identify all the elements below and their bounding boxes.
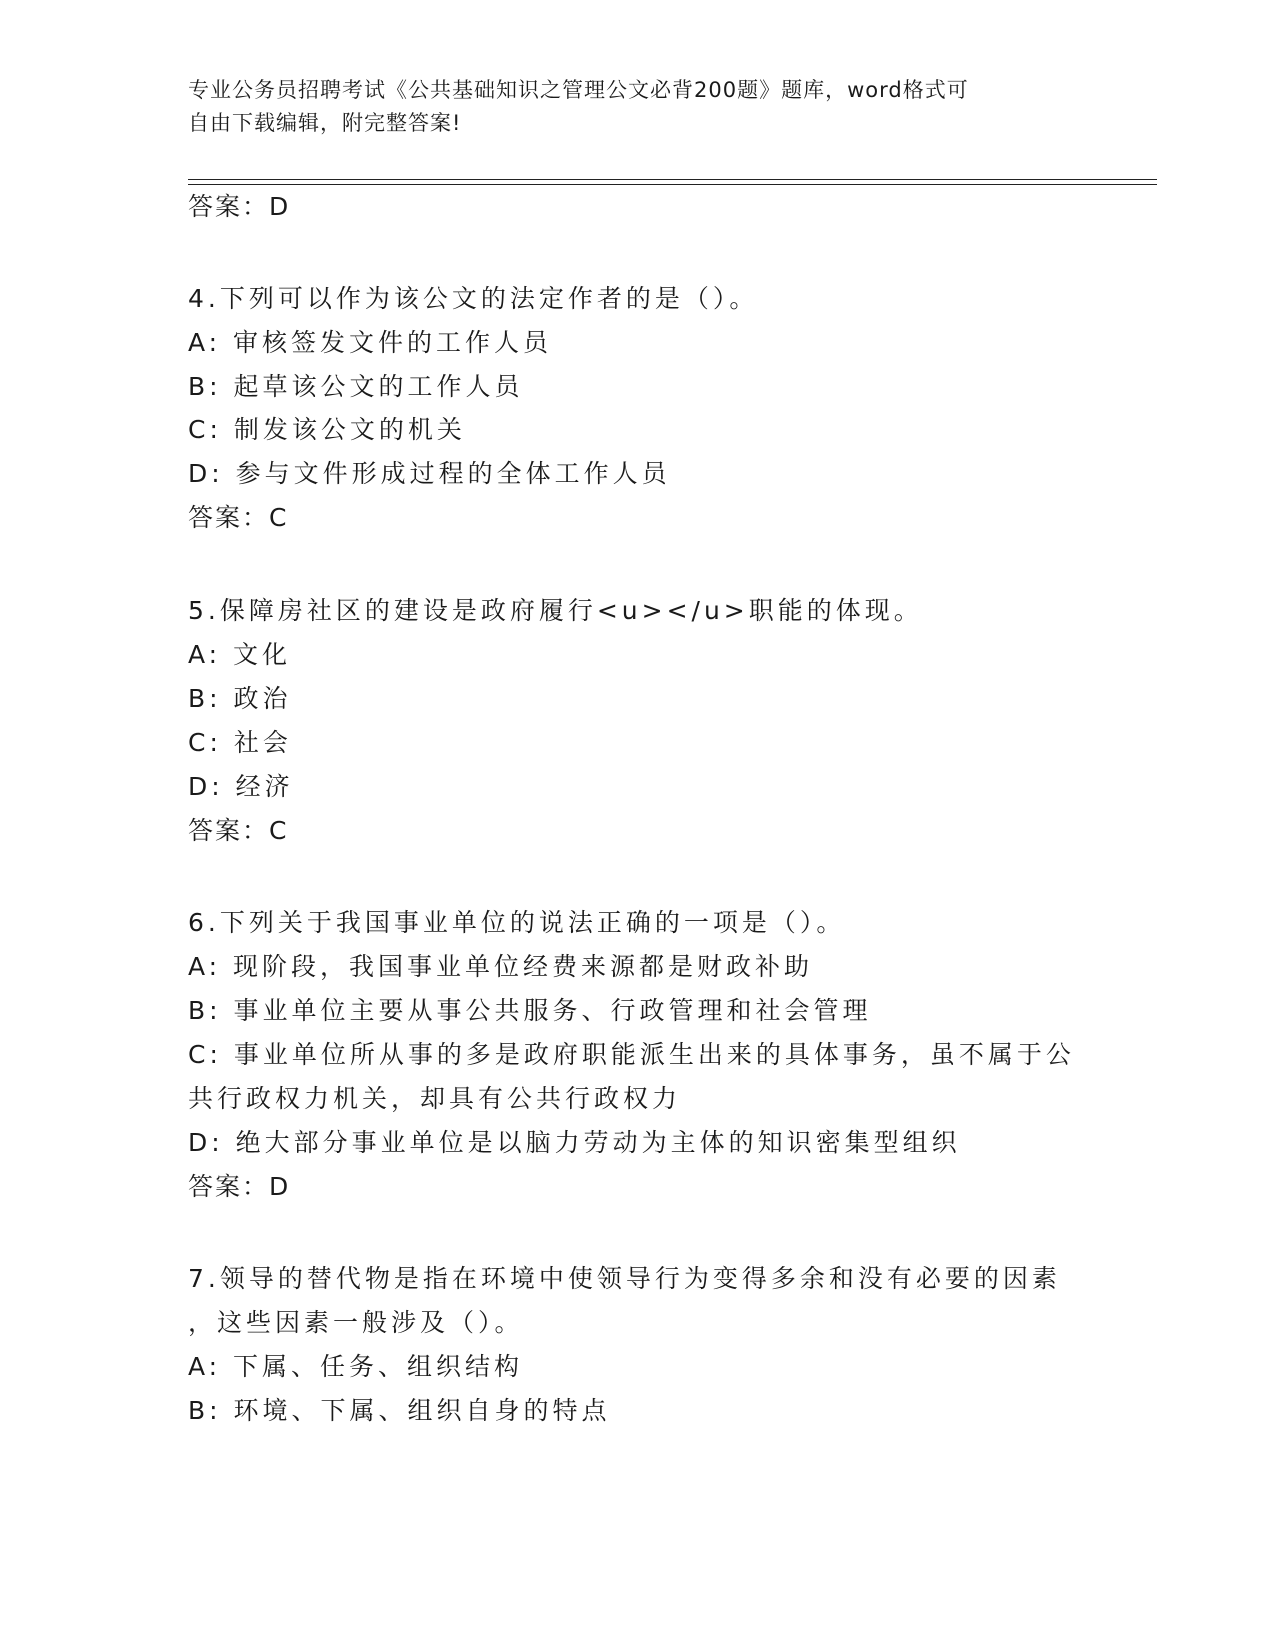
question-4-answer: 答案：C bbox=[188, 503, 289, 532]
question-4-option-d: D: 参与文件形成过程的全体工作人员 bbox=[188, 459, 671, 488]
question-6-option-c-continued: 共行政权力机关，却具有公共行政权力 bbox=[188, 1084, 682, 1113]
question-4-stem: 4.下列可以作为该公文的法定作者的是（）。 bbox=[188, 284, 759, 313]
question-4-option-b: B: 起草该公文的工作人员 bbox=[188, 372, 524, 401]
previous-answer: 答案：D bbox=[188, 192, 291, 221]
question-6-stem: 6.下列关于我国事业单位的说法正确的一项是（）。 bbox=[188, 908, 846, 937]
question-6-option-d: D: 绝大部分事业单位是以脑力劳动为主体的知识密集型组织 bbox=[188, 1128, 961, 1157]
document-header bbox=[188, 74, 1088, 140]
question-5-stem: 5.保障房社区的建设是政府履行<u></u>职能的体现。 bbox=[188, 596, 923, 625]
question-5-option-b: B: 政治 bbox=[188, 684, 292, 713]
question-4-option-a: A: 审核签发文件的工作人员 bbox=[188, 328, 553, 357]
question-5-answer: 答案：C bbox=[188, 816, 289, 845]
question-5-option-c: C: 社会 bbox=[188, 728, 292, 757]
question-6-option-b: B: 事业单位主要从事公共服务、行政管理和社会管理 bbox=[188, 996, 872, 1025]
header-line-2: 自由下载编辑，附完整答案! bbox=[188, 111, 462, 135]
question-7-option-a: A: 下属、任务、组织结构 bbox=[188, 1352, 524, 1381]
question-7-option-b: B: 环境、下属、组织自身的特点 bbox=[188, 1396, 611, 1425]
header-line-1: 专业公务员招聘考试《公共基础知识之管理公文必背200题》题库，word格式可 bbox=[188, 78, 969, 102]
header-divider-top bbox=[188, 179, 1157, 180]
question-5-option-a: A: 文化 bbox=[188, 640, 292, 669]
header-divider-bottom bbox=[188, 184, 1157, 185]
question-7-stem-line-1: 7.领导的替代物是指在环境中使领导行为变得多余和没有必要的因素 bbox=[188, 1264, 1061, 1293]
question-6-option-a: A: 现阶段，我国事业单位经费来源都是财政补助 bbox=[188, 952, 814, 981]
question-6-option-c: C: 事业单位所从事的多是政府职能派生出来的具体事务，虽不属于公 bbox=[188, 1040, 1075, 1069]
question-6-answer: 答案：D bbox=[188, 1172, 291, 1201]
question-4-option-c: C: 制发该公文的机关 bbox=[188, 415, 466, 444]
question-7-stem-line-2: ，这些因素一般涉及（）。 bbox=[188, 1308, 524, 1337]
question-5-option-d: D: 经济 bbox=[188, 772, 294, 801]
